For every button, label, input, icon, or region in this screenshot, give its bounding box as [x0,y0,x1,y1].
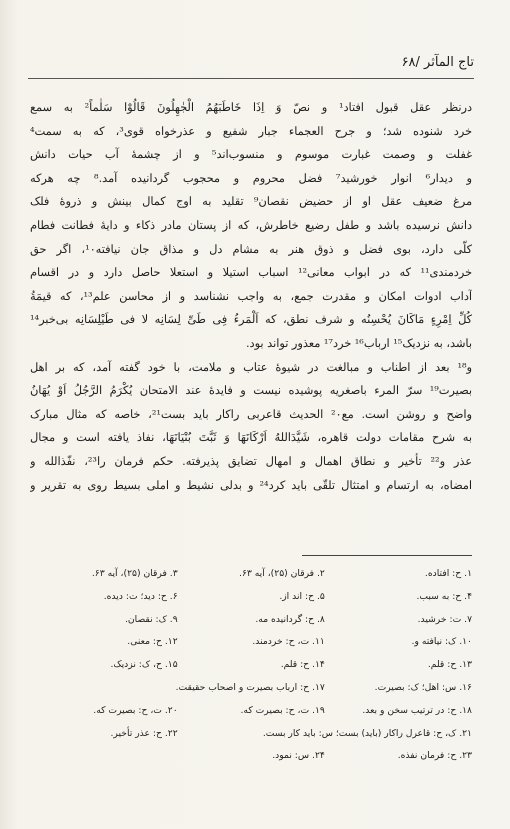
footnote: ۱۷. ح: ارباب بصیرت و اصحاب حقیقت. [175,681,325,693]
text-line: به شرح مقامات دولت قاهره، شَیَّدَاللهُ اَرْکَانَهَا وَ ثَبَّتَ بُنْیَانَهَا، نفاذ یافته است و مجال [30,431,472,445]
text-line: دانش نرسیده باشد و طفل رضیع خاطرش، که از پستان مادر ذکاء و دایهٔ فطانت فطام [30,218,472,232]
footnote: ۲۴. س: نمود. [272,750,325,762]
text-line: آداب ادوات امکان و مقدرت جمع، به واجب نشناسد و از محاسن علم¹³، که قیمَةُ [30,289,472,303]
text-line: درنظر عقل قبول افتاد¹ و نصّ وَ اِذَا خَاطَبَهُمُ الْجٰهِلُونَ قَالُوْا سَلٰماً² به سمع [30,101,472,114]
text-line: واضح و روشن است. مع²٠ الحدیث قاعربی راکار باید بست²¹، خاصه که مثال مبارک [30,407,472,421]
text-line: غفلت و وصمت غبارت موسوم و منسوب‌اند⁵ و از چشمهٔ آب حیات دانش [30,148,472,162]
text-line: عذر و²² تأخیر و نطاق اهمال و امهال تضایق پذیرفته. حکم فرمان را²³، نفّذالله و [30,454,472,468]
footnote: ۷. ت: خرشید. [417,613,472,625]
footnote: ۱۲. ح: معنی. [127,636,178,648]
footnote: ۱۴. ح: قلم. [280,659,325,671]
footnotes [30,563,472,768]
footnote-row [30,563,472,586]
text-line: امضاه، به ارتسام و امتثال تلقّی باید کرد²⁴ و بدلی نشیط و املی بسیط روی به تقریر و [30,478,472,492]
footnote-row [30,586,472,609]
text-line: خرد شنوده شد؛ و جرح العجماء جبار شفیع و عذرخواه قوی³، که به سمت⁴ [30,124,472,138]
footnote-row [30,609,472,632]
footnote: ۹. ک: نقصان. [125,613,178,625]
footnote: ۳. فرقان (۲۵)، آیه ۶۳. [91,568,178,579]
footnote: ۱. ح: افتاده. [424,568,472,579]
footnote-row [30,723,472,746]
footnote: ۲۰. ت، ح: بصیرت که. [93,704,178,716]
text-line: بصیرت¹⁹ سرّ المرء باصغریه پوشیده نیست و فایدهٔ عند الامتحان یُکْرَمُ الرَّجُلُ اَوْ یُهَانُ [30,384,472,398]
footnote: ۱۵. ح، ک: نزدیک. [110,659,178,671]
footnote: ۲۲. ح: عذر تأخیر. [110,727,178,739]
footnote: ۵. ح: اند از. [279,590,325,602]
footnote: ۴. ح: به سبب. [416,590,472,602]
text-line: و¹⁸ بعد از اطناب و مبالغت در شیوهٔ عتاب و ملامت، با خود گفته آمد، که بر اهل [30,360,472,374]
text-line: مرغ ضعیف عقل او از حضیض نقصان⁹ تقلید به اوج کمال بینش و ذروهٔ فلک [30,195,472,209]
footnote-row [30,677,472,700]
footnote: ۱۶. س: اهل؛ ک: بصیرت. [374,681,472,693]
text-line: باشد، به نزدیک¹⁵ ارباب¹⁶ خرد¹⁷ معذور تواند بود. [245,336,472,350]
footnote: ۱۹. ت، ح: بصیرت که. [240,704,325,716]
footnote-row [30,654,472,677]
footnote: ۲۱. ک، ح: قاعرل راکار (باید) بست؛ س: باید کار بست. [262,727,472,739]
footnote: ۲۳. ح: فرمان نفذه. [397,750,472,762]
text-line: کلّی دارد، بوی فضل و ذوق هنر به مشام دل و مذاق جان نیافته¹٠، اگر حق [30,242,472,256]
footnote: ۱۱. ت، ح: خردمند. [252,636,325,648]
footnote-row [30,745,472,768]
main-text [30,96,472,497]
footnote-row [30,700,472,723]
text-line: کُلِّ اِمْرِءٍ مَاکَانَ یُحْسِنُه و شرف نطق، که اَلْمَرءُ فِی طَیِّ لِسَانِه لا فی طَیْلِسَانِه بی‌خبر¹⁴ [30,313,472,327]
page-header-title: تاج المآثر /۶۸ [401,55,474,70]
footnote-row [30,631,472,654]
footnote: ۱۳. ح: قلم. [427,659,472,671]
header-divider [28,78,474,79]
footnote: ۶. ح: دید؛ ت: دیده. [103,590,178,602]
footnote-divider [302,555,472,556]
footnote: ۱۰. ک: نیافته و. [411,636,472,648]
running-header [28,50,474,76]
text-line: و دیدار⁶ انوار خورشید⁷ فضل محروم و محجوب گردانیده آمد.⁸ چه هرکه [30,171,472,185]
footnote: ۲. فرقان (۲۵)، آیه ۶۳. [239,568,325,579]
text-line: خردمندی¹¹ که در ابواب معانی¹² اسباب استیلا و استعلا حاصل دارد و در اقسام [30,266,472,280]
footnote: ۱۸. ح: در ترتیب سخن و بعد. [362,704,472,716]
footnote: ۸. ح: گردانیده مه. [255,613,325,625]
